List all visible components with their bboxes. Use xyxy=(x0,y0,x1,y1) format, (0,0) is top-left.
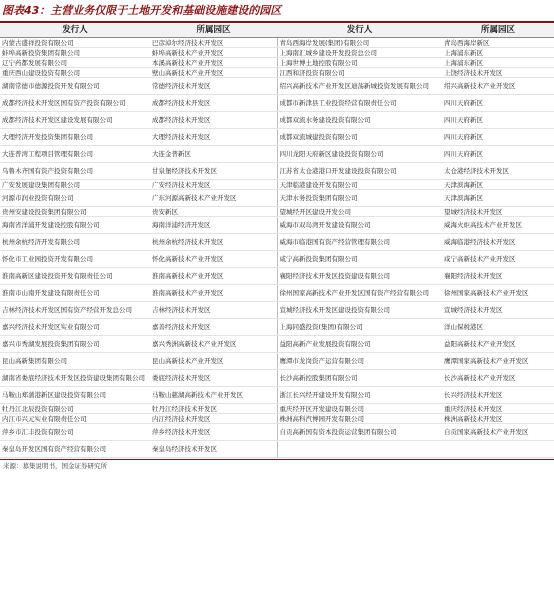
right-park-cell: 上饶经济技术开发区 xyxy=(442,68,554,78)
right-issuer-cell: 上海南汇城乡建设开发投资总公司 xyxy=(277,48,442,58)
left-issuer-cell: 内蒙古盛祥投资有限公司 xyxy=(0,38,150,48)
right-issuer-cell: 成都市新津县工业投资经营有限责任公司 xyxy=(277,95,442,112)
right-park-cell: 四川天府新区 xyxy=(442,146,554,163)
table-row xyxy=(0,58,554,68)
right-park-cell: 天津滨海新区 xyxy=(442,190,554,207)
right-issuer-cell: 绍兴高新技术产业开发区迪荡新城投资发展有限公司 xyxy=(277,78,442,95)
source-note: 来源：募集说明书，国金证券研究所 xyxy=(3,462,107,470)
table-row xyxy=(0,251,554,268)
left-park-cell: 淮南高新技术产业开发区 xyxy=(150,268,277,285)
table-row xyxy=(0,129,554,146)
left-park-cell: 广东河源高新技术产业开发区 xyxy=(150,190,277,207)
left-issuer-cell: 内江市兴元实业有限责任公司 xyxy=(0,414,150,424)
right-park-cell: 宣城经济技术开发区 xyxy=(442,302,554,319)
table-row xyxy=(0,268,554,285)
right-park-cell: 太仓港经济技术开发区 xyxy=(442,163,554,180)
parks-table-container xyxy=(0,24,554,458)
table-row xyxy=(0,285,554,302)
right-park-cell: 洋山保税港区 xyxy=(442,319,554,336)
left-issuer-cell: 海南省洋浦开发建设控股有限公司 xyxy=(0,217,150,234)
left-issuer-cell: 秦皇岛开发区国有资产经营有限公司 xyxy=(0,441,150,458)
left-issuer-cell: 杭州余杭经济开发有限公司 xyxy=(0,234,150,251)
left-park-cell: 贵安新区 xyxy=(150,207,277,217)
table-row xyxy=(0,180,554,190)
left-park-cell: 牡丹江经济技术开发区 xyxy=(150,404,277,414)
left-issuer-cell: 乌鲁木齐国有资产投资有限公司 xyxy=(0,163,150,180)
header-park-right: 所属园区 xyxy=(442,24,554,38)
right-issuer-cell: 襄阳经济技术开发区投资建设有限公司 xyxy=(277,268,442,285)
table-row xyxy=(0,217,554,234)
left-park-cell: 秦皇岛经济技术开发区 xyxy=(150,441,277,458)
left-issuer-cell: 大理经济开发投资集团有限公司 xyxy=(0,129,150,146)
right-issuer-cell: 威海市双岛湾开发建设有限公司 xyxy=(277,217,442,234)
header-issuer-left: 发行人 xyxy=(0,24,150,38)
table-body xyxy=(0,38,554,458)
left-park-cell: 大连金普新区 xyxy=(150,146,277,163)
left-park-cell: 杭州余杭经济技术开发区 xyxy=(150,234,277,251)
right-park-cell: 襄阳经济技术开发区 xyxy=(442,268,554,285)
table-row xyxy=(0,38,554,48)
right-issuer-cell: 青岛西海岸发展(集团)有限公司 xyxy=(277,38,442,48)
right-issuer-cell: 长沙高新控股集团有限公司 xyxy=(277,370,442,387)
left-park-cell: 巴彦淖尔经济技术开发区 xyxy=(150,38,277,48)
title-rule xyxy=(0,21,554,23)
left-park-cell: 成都经济技术开发区 xyxy=(150,95,277,112)
right-park-cell: 咸宁高新技术产业开发区 xyxy=(442,251,554,268)
table-row xyxy=(0,146,554,163)
right-issuer-cell: 四川龙阳天府新区建设投资有限公司 xyxy=(277,146,442,163)
right-park-cell: 株洲高新技术开发区 xyxy=(442,414,554,424)
left-park-cell: 娄底经济技术开发区 xyxy=(150,370,277,387)
right-park-cell: 自贡国家高新技术产业开发区 xyxy=(442,424,554,441)
left-park-cell: 壁山高新技术产业开发区 xyxy=(150,68,277,78)
table-header-row xyxy=(0,24,554,38)
right-park-cell: 鹰潭国家高新技术产业开发区 xyxy=(442,353,554,370)
right-park-cell: 绍兴高新技术产业开发区 xyxy=(442,78,554,95)
left-park-cell: 嘉兴秀洲高新技术产业开发区 xyxy=(150,336,277,353)
left-issuer-cell: 成都经济技术开发区建设发展有限公司 xyxy=(0,112,150,129)
left-park-cell: 成都经济技术开发区 xyxy=(150,112,277,129)
left-issuer-cell: 淮南高新区建设投资开发有限责任公司 xyxy=(0,268,150,285)
parks-table xyxy=(0,24,554,458)
right-issuer-cell: 株洲高科汽博园开发有限公司 xyxy=(277,414,442,424)
right-park-cell: 长兴经济技术开发区 xyxy=(442,387,554,404)
left-issuer-cell: 重庆西山建设投资有限公司 xyxy=(0,68,150,78)
right-issuer-cell: 望城经开区建设开发公司 xyxy=(277,207,442,217)
right-issuer-cell: 咸宁高新投资集团有限公司 xyxy=(277,251,442,268)
left-park-cell: 蚌埠高新技术产业开发区 xyxy=(150,48,277,58)
left-issuer-cell: 马鞍山郑蒲港新区建设投资有限公司 xyxy=(0,387,150,404)
table-row xyxy=(0,48,554,58)
table-row xyxy=(0,319,554,336)
left-park-cell: 大理经济技术开发区 xyxy=(150,129,277,146)
right-issuer-cell: 鹰潭市龙岗资产运营有限公司 xyxy=(277,353,442,370)
table-row xyxy=(0,190,554,207)
right-park-cell: 四川天府新区 xyxy=(442,129,554,146)
right-issuer-cell: 浙江长兴经开建设开发有限公司 xyxy=(277,387,442,404)
right-issuer-cell: 江苏省太仓港港口开发建设投资有限公司 xyxy=(277,163,442,180)
table-row xyxy=(0,414,554,424)
figure-title: 图表43：主营业务仅限于土地开发和基础设施建设的园区 xyxy=(2,4,282,17)
table-row xyxy=(0,95,554,112)
table-row xyxy=(0,387,554,404)
right-park-cell: 重庆经济技术开发区 xyxy=(442,404,554,414)
table-row xyxy=(0,370,554,387)
left-issuer-cell: 湖南常德市德源投资开发有限公司 xyxy=(0,78,150,95)
right-issuer-cell: 宣城经济技术开发区建设投资有限公司 xyxy=(277,302,442,319)
right-park-cell xyxy=(442,441,554,458)
table-row xyxy=(0,207,554,217)
left-park-cell: 淮南高新技术产业开发区 xyxy=(150,285,277,302)
left-park-cell: 海南洋浦经济开发区 xyxy=(150,217,277,234)
right-issuer-cell: 益阳高新产业发展投资有限公司 xyxy=(277,336,442,353)
left-issuer-cell: 嘉兴经济技术开发区实业有限公司 xyxy=(0,319,150,336)
table-row xyxy=(0,353,554,370)
left-park-cell: 萍乡经济技术开发区 xyxy=(150,424,277,441)
right-park-cell: 四川天府新区 xyxy=(442,112,554,129)
right-issuer-cell: 自贡高新国有资本投资运营集团有限公司 xyxy=(277,424,442,441)
left-park-cell: 甘泉堡经济技术开发区 xyxy=(150,163,277,180)
right-park-cell: 上海浦东新区 xyxy=(442,48,554,58)
left-issuer-cell: 成都经济技术开发区国有资产投资有限公司 xyxy=(0,95,150,112)
right-park-cell: 长沙高新技术产业开发区 xyxy=(442,370,554,387)
left-park-cell: 马鞍山慈湖高新技术产业开发区 xyxy=(150,387,277,404)
header-park-left: 所属园区 xyxy=(150,24,277,38)
left-issuer-cell: 萍乡市汇丰投资有限公司 xyxy=(0,424,150,441)
left-park-cell: 怀化高新技术产业开发区 xyxy=(150,251,277,268)
table-row xyxy=(0,163,554,180)
right-park-cell: 青岛西海岸新区 xyxy=(442,38,554,48)
left-issuer-cell: 嘉兴市秀湖发展投资集团有限公司 xyxy=(0,336,150,353)
left-issuer-cell: 蚌埠高新投资集团有限公司 xyxy=(0,48,150,58)
right-issuer-cell: 成都双流水务建设投资有限公司 xyxy=(277,112,442,129)
right-park-cell: 威海临港经济技术开发区 xyxy=(442,234,554,251)
left-issuer-cell: 河源市润业投资有限公司 xyxy=(0,190,150,207)
table-row xyxy=(0,336,554,353)
right-park-cell: 徐州国家高新技术产业开发区 xyxy=(442,285,554,302)
right-park-cell: 上海浦东新区 xyxy=(442,58,554,68)
left-issuer-cell: 淮南市山南开发建设有限责任公司 xyxy=(0,285,150,302)
table-row xyxy=(0,78,554,95)
table-row xyxy=(0,441,554,458)
left-park-cell: 广安经济技术开发区 xyxy=(150,180,277,190)
left-park-cell: 常德经济技术开发区 xyxy=(150,78,277,95)
table-row xyxy=(0,424,554,441)
table-row xyxy=(0,234,554,251)
right-park-cell: 天津滨海新区 xyxy=(442,180,554,190)
left-issuer-cell: 大连普湾工程项目管理有限公司 xyxy=(0,146,150,163)
header-issuer-right: 发行人 xyxy=(277,24,442,38)
left-park-cell: 嘉善经济技术开发区 xyxy=(150,319,277,336)
left-issuer-cell: 辽宁药都发展有限公司 xyxy=(0,58,150,68)
left-park-cell: 本溪高新技术产业开发区 xyxy=(150,58,277,68)
right-issuer-cell: 上海世博土地控股有限公司 xyxy=(277,58,442,68)
table-row xyxy=(0,302,554,319)
left-issuer-cell: 吉林经济技术开发区国有资产经营开发总公司 xyxy=(0,302,150,319)
left-issuer-cell: 昆山高新集团有限公司 xyxy=(0,353,150,370)
right-issuer-cell: 威海市临港国有资产经营管理有限公司 xyxy=(277,234,442,251)
left-park-cell: 吉林经济技术开发区 xyxy=(150,302,277,319)
right-issuer-cell: 上海同盛投资(集团)有限公司 xyxy=(277,319,442,336)
left-park-cell: 昆山高新技术产业开发区 xyxy=(150,353,277,370)
right-issuer-cell: 天津水务投资集团有限公司 xyxy=(277,190,442,207)
left-issuer-cell: 湖南省娄底经济技术开发区投资建设集团有限公司 xyxy=(0,370,150,387)
left-park-cell: 内江经济技术开发区 xyxy=(150,414,277,424)
right-park-cell: 威海火炬高技术产业开发区 xyxy=(442,217,554,234)
left-issuer-cell: 广安发展建设集团有限公司 xyxy=(0,180,150,190)
right-issuer-cell: 天津临港建设开发有限公司 xyxy=(277,180,442,190)
left-issuer-cell: 贵州安建设投资集团有限公司 xyxy=(0,207,150,217)
right-issuer-cell: 江西和济投资有限公司 xyxy=(277,68,442,78)
table-row xyxy=(0,112,554,129)
right-issuer-cell: 徐州国家高新技术产业开发区国有资产经营有限公司 xyxy=(277,285,442,302)
left-issuer-cell: 怀化市工业园投资开发有限公司 xyxy=(0,251,150,268)
right-park-cell: 四川天府新区 xyxy=(442,95,554,112)
table-row xyxy=(0,68,554,78)
right-issuer-cell: 成都双流城建投资有限公司 xyxy=(277,129,442,146)
right-issuer-cell: 重庆经开区开发建设有限公司 xyxy=(277,404,442,414)
table-row xyxy=(0,404,554,414)
right-park-cell: 益阳高新技术产业开发区 xyxy=(442,336,554,353)
right-park-cell: 望城经济技术开发区 xyxy=(442,207,554,217)
right-issuer-cell xyxy=(277,441,442,458)
left-issuer-cell: 牡丹江北辰投资有限公司 xyxy=(0,404,150,414)
